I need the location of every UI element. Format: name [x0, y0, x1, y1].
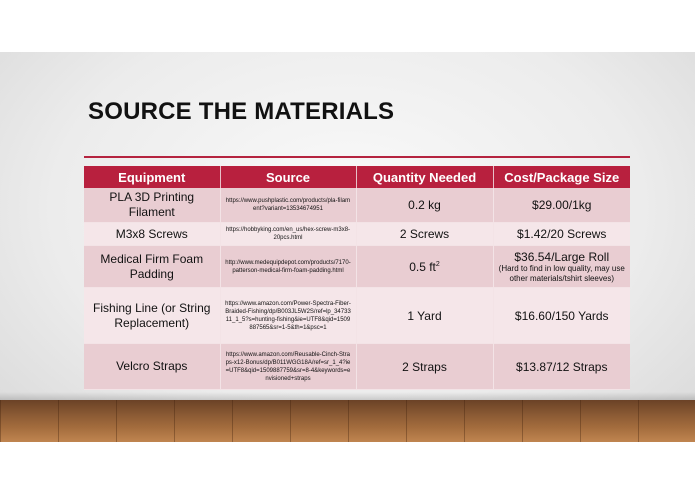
source-link[interactable]: https://www.amazon.com/Reusable-Cinch-Straps-x12-Bonus/dp/B011WGG18A/ref=sr_1_4?ie=UTF8&qid=1509887759&sr=8-4&keywords=envisioned+straps [220, 344, 356, 390]
table-header-row [84, 166, 630, 188]
slide-title: SOURCE THE MATERIALS [88, 98, 395, 125]
cost-cell [493, 288, 630, 344]
header-cost: Cost/Package Size [493, 166, 630, 188]
table-row [84, 223, 630, 246]
cost-cell [493, 188, 630, 223]
table-row [84, 188, 630, 223]
cost-value: $16.60/150 Yards [514, 308, 609, 323]
header-source: Source [220, 166, 356, 188]
materials-table [84, 166, 630, 390]
source-link[interactable]: https://www.amazon.com/Power-Spectra-Fiber-Braided-Fishing/dp/B003JL5W2S/ref=lp_3473311_1_5?s=hunting-fishing&ie=UTF8&qid=1509887565&sr=1-5&th=1&psc=1 [220, 288, 356, 344]
equipment-cell: M3x8 Screws [84, 223, 220, 246]
cost-note: (Hard to find in low quality, may use other materials/tshirt sleeves) [498, 263, 625, 283]
header-equipment: Equipment [84, 166, 220, 188]
equipment-cell: Fishing Line (or String Replacement) [84, 288, 220, 344]
quantity-exponent: 2 [435, 260, 440, 268]
source-link[interactable]: http://www.medequipdepot.com/products/7170-patterson-medical-firm-foam-padding.html [220, 246, 356, 288]
equipment-cell: Medical Firm Foam Padding [84, 246, 220, 288]
cost-cell [493, 223, 630, 246]
cost-cell [493, 246, 630, 288]
title-divider [84, 156, 630, 158]
cost-value: $13.87/12 Straps [516, 359, 608, 374]
quantity-cell: 1 Yard [356, 288, 493, 344]
quantity-value: 0.5 ft [409, 259, 436, 274]
quantity-cell: 0.2 kg [356, 188, 493, 223]
cost-value: $1.42/20 Screws [517, 227, 607, 241]
quantity-cell: 2 Screws [356, 223, 493, 246]
table-row [84, 246, 630, 288]
equipment-cell: PLA 3D Printing Filament [84, 188, 220, 223]
quantity-cell [356, 246, 493, 288]
equipment-cell: Velcro Straps [84, 344, 220, 390]
wooden-floor-image [0, 400, 695, 442]
table-row [84, 288, 630, 344]
cost-value: $29.00/1kg [532, 198, 592, 212]
cost-cell [493, 344, 630, 390]
source-link[interactable]: https://hobbyking.com/en_us/hex-screw-m3x8-20pcs.html [220, 223, 356, 246]
source-link[interactable]: https://www.pushplastic.com/products/pla-filament?variant=13534674951 [220, 188, 356, 223]
header-quantity: Quantity Needed [356, 166, 493, 188]
slide [0, 52, 695, 442]
quantity-cell: 2 Straps [356, 344, 493, 390]
table-row [84, 344, 630, 390]
cost-value: $36.54/Large Roll [514, 249, 610, 264]
